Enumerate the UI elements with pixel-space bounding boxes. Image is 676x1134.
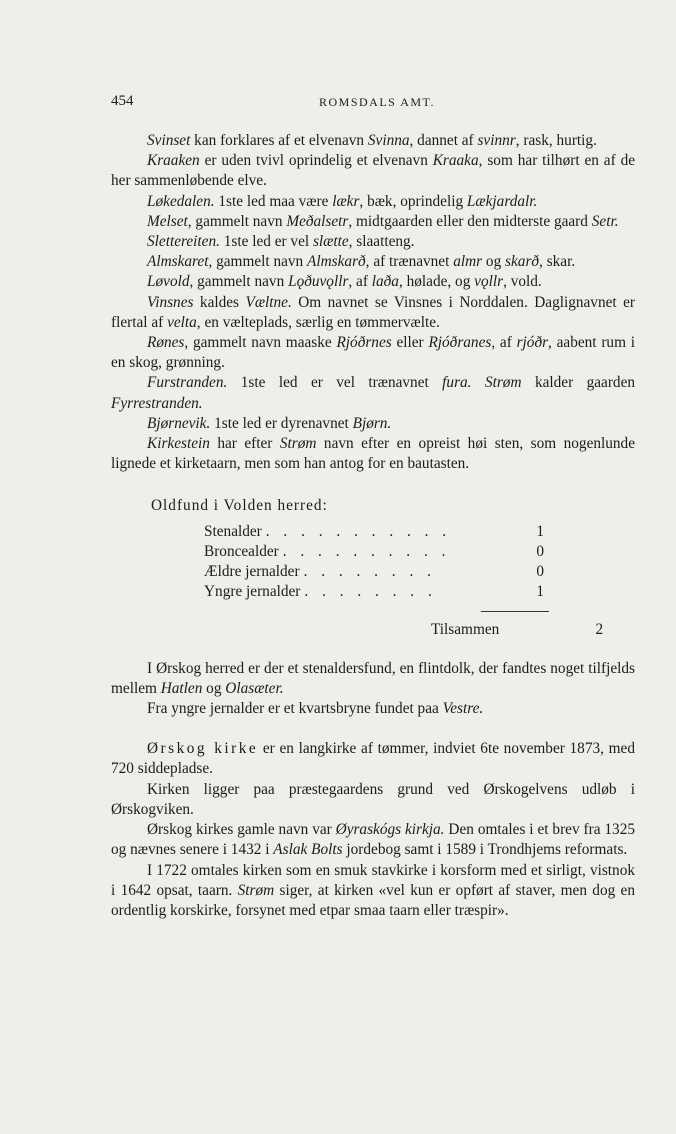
running-title: ROMSDALS AMT. [319, 95, 435, 109]
text-run: 1ste led er dyrenavnet [210, 414, 353, 432]
orskog-finds-paragraphs [111, 659, 635, 720]
italic-text: Kraaka [432, 152, 479, 170]
paragraph [111, 131, 635, 151]
italic-text: Væltne. [245, 293, 292, 311]
oldfund-row-label: Yngre jernalder [204, 583, 301, 601]
italic-text: Løkedalen. [147, 192, 215, 210]
text-run: , midtgaarden eller den midterste gaard [348, 212, 592, 230]
paragraph [111, 373, 635, 413]
text-run: , gammelt navn [189, 273, 289, 291]
text-run: er en langkirke af tømmer, indviet 6te november 1873, med 720 siddepladse. [111, 740, 635, 778]
paragraph [111, 739, 635, 779]
text-run: , hølade, og [398, 273, 475, 291]
italic-text: Meðalsetr [286, 212, 349, 230]
text-run: 1ste led er vel trænavnet [227, 374, 443, 392]
italic-text: Hatlen [160, 679, 203, 697]
paragraph [111, 820, 635, 860]
italic-text: Svinna [367, 132, 410, 149]
text-run: Om navnet se Vinsnes i Norddalen. Daglignavnet er flertal af [111, 293, 635, 331]
leader-dots: . . . . . . . . [304, 583, 437, 601]
italic-text: Olasæter. [225, 679, 284, 697]
italic-text: Lǫðuvǫllr [288, 273, 349, 291]
oldfund-title: Oldfund i Volden herred: [151, 497, 328, 515]
oldfund-row [204, 582, 544, 602]
paragraph [111, 232, 635, 252]
text-run: har efter [209, 435, 280, 453]
oldfund-row-label: Stenalder [204, 522, 262, 540]
text-run: kan forklares af et elvenavn [190, 132, 368, 149]
text-run: , skar. [539, 253, 576, 271]
paragraph [111, 192, 635, 212]
text-run: , gammelt navn maaske [184, 334, 337, 352]
paragraph [111, 780, 635, 820]
italic-text: Bjørn. [352, 414, 392, 432]
italic-text: vǫllr [474, 273, 504, 291]
italic-text: Strøm [279, 435, 317, 453]
text-run: Kirken ligger paa præstegaardens grund ved Ørskogelvens udløb i Ørskogviken. [111, 780, 635, 818]
italic-text: Rønes [147, 334, 185, 352]
italic-text: Kirkestein [147, 435, 210, 453]
text-run: , gammelt navn [187, 212, 287, 230]
paragraph [111, 151, 635, 191]
oldfund-section [111, 496, 635, 640]
italic-text: velta [167, 313, 197, 331]
text-run: I 1722 omtales kirken som en smuk stavkirke i korsform med et sirligt, vistnok i 1642 opsat, taarn. [111, 861, 635, 899]
italic-text: svinnr [477, 132, 516, 149]
italic-text: Rjóðranes [428, 334, 492, 352]
italic-text: Almskaret [147, 253, 209, 271]
oldfund-row [204, 562, 544, 582]
italic-text: Aslak Bolts [273, 841, 343, 859]
text-run: , bæk, oprindelig [359, 192, 467, 210]
text-run: I Ørskog herred er der et stenaldersfund, en flintdolk, der fandtes noget tilfjelds mellem [111, 659, 635, 697]
text-run: kaldes [193, 293, 246, 311]
oldfund-total [111, 620, 635, 640]
text-run: siger, at kirken «vel kun er opført af staver, men dog en ordentlig korskirke, forsynet med etpar smaa taarn eller træspir». [111, 881, 635, 919]
text-run: navn efter en opreist høi sten, som nogenlunde lignede et kirketaarn, men som han antog for en bautasten. [111, 435, 635, 473]
place-name-paragraphs [111, 131, 635, 474]
italic-text: Slettereiten. [147, 233, 220, 251]
sum-rule [481, 611, 549, 612]
italic-text: Almskarð [307, 253, 366, 271]
text-run: , rask, hurtig. [515, 132, 597, 149]
page-number: 454 [111, 93, 134, 109]
italic-text: Strøm [237, 881, 275, 899]
oldfund-row-value: 0 [536, 542, 544, 560]
leader-dots: . . . . . . . . . . [282, 542, 451, 560]
italic-text: skarð [505, 253, 540, 271]
oldfund-row-value: 1 [536, 522, 544, 540]
text-run: , en vælteplads, særlig en tømmervælte. [196, 313, 440, 331]
paragraph [111, 414, 635, 434]
text-run: 1ste led maa være [214, 192, 333, 210]
text-run: Ørskog kirkes gamle navn var [147, 821, 336, 839]
italic-text: Kraaken [147, 152, 200, 170]
italic-text: rjóðr [516, 334, 549, 352]
text-run: , af [491, 334, 517, 352]
text-run: , af trænavnet [365, 253, 454, 271]
text-run: , dannet af [409, 132, 478, 149]
text-run: , vold. [503, 273, 542, 291]
paragraph [111, 212, 635, 232]
oldfund-row-label: Broncealder [204, 542, 279, 560]
paragraph [111, 272, 635, 292]
page-body [111, 131, 635, 921]
italic-text: Rjóðrnes [336, 334, 392, 352]
text-run: kalder gaarden [521, 374, 636, 392]
italic-text: Løvold [147, 273, 190, 291]
paragraph [111, 333, 635, 373]
italic-text: Strøm [484, 374, 522, 392]
text-run: og [202, 679, 226, 697]
total-label: Tilsammen [431, 621, 500, 639]
italic-text: laða [371, 273, 399, 291]
spacer [111, 719, 635, 739]
orskog-church-paragraphs [111, 739, 635, 921]
italic-text: almr [453, 253, 483, 271]
paragraph [111, 699, 635, 719]
text-run: Den omtales i et brev fra 1325 og nævnes senere i 1432 i [111, 821, 636, 859]
italic-text: Setr. [591, 212, 619, 230]
text-run: Fra yngre jernalder er et kvartsbryne fundet paa [147, 700, 443, 718]
text-run: eller [391, 334, 429, 352]
italic-text: Melset [147, 212, 188, 230]
paragraph [111, 293, 635, 333]
text-run: , som har tilhørt en af de her sammenløbende elve. [111, 152, 636, 190]
italic-text: Fyrrestranden. [111, 394, 203, 412]
text-run: jordebog samt i 1589 i Trondhjems reformats. [342, 841, 628, 859]
text-run: og [482, 253, 506, 271]
paragraph [111, 252, 635, 272]
leader-dots: . . . . . . . . [303, 563, 436, 581]
paragraph [111, 434, 635, 474]
text-run [472, 374, 485, 391]
spacer [111, 641, 635, 659]
italic-text: Vestre. [442, 700, 484, 718]
italic-text: Vinsnes [147, 293, 194, 311]
text-run: , slaatteng. [348, 233, 415, 251]
paragraph [111, 659, 635, 699]
leader-dots: . . . . . . . . . . . [265, 522, 452, 540]
text-run: Ørskog kirke [147, 740, 259, 758]
oldfund-list [204, 522, 544, 603]
text-run: er uden tvivl oprindelig et elvenavn [199, 152, 433, 170]
oldfund-row [204, 522, 544, 542]
oldfund-row-value: 0 [536, 563, 544, 581]
text-run: , gammelt navn [208, 253, 308, 271]
italic-text: Bjørnevik. [147, 414, 211, 432]
italic-text: slætte [312, 233, 349, 251]
running-header [111, 93, 631, 117]
oldfund-row-label: Ældre jernalder [204, 563, 300, 581]
total-value: 2 [595, 621, 604, 639]
italic-text: Øyraskógs kirkja. [335, 821, 445, 839]
italic-text: Lækjardalr. [466, 192, 538, 210]
italic-text: fura. [442, 374, 472, 392]
text-run: , af [348, 273, 372, 291]
italic-text: lækr [332, 192, 360, 210]
text-run: 1ste led er vel [219, 233, 313, 251]
oldfund-row-value: 1 [536, 583, 544, 601]
italic-text: Svinset [147, 132, 191, 149]
italic-text: Furstranden. [147, 374, 228, 392]
oldfund-row [204, 542, 544, 562]
text-run: , aabent rum i en skog, grønning. [111, 334, 636, 372]
paragraph [111, 861, 635, 922]
